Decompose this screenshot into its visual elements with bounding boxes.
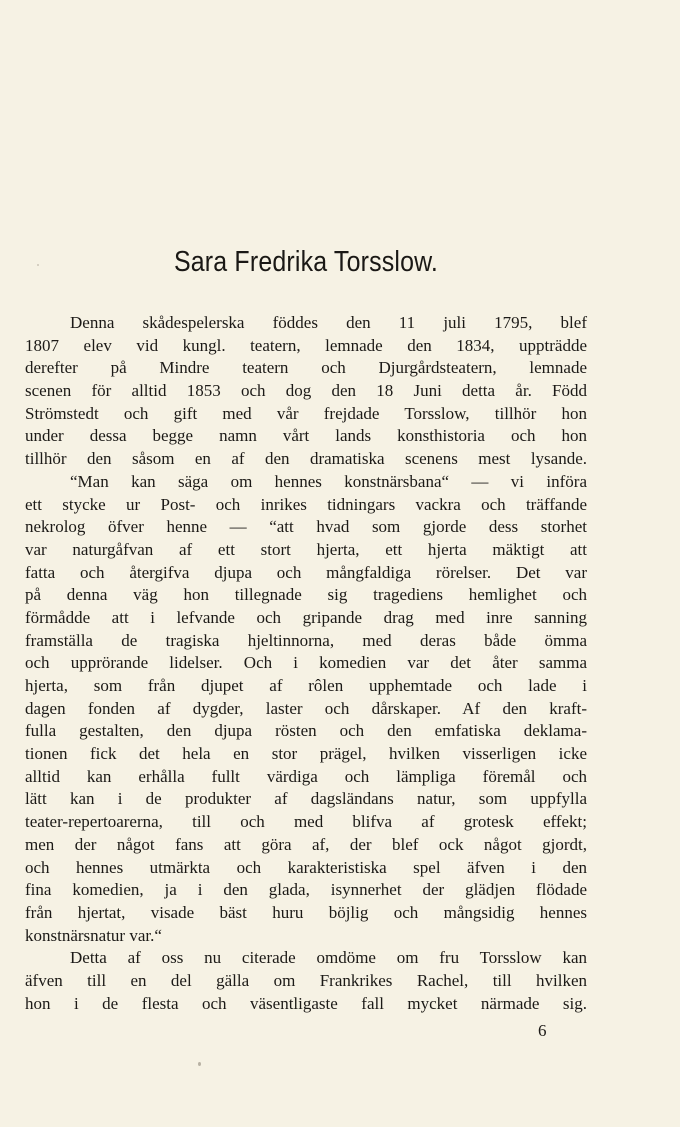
text-line: tillhör den såsom en af den dramatiska scenens mest lysande. <box>25 449 587 469</box>
text-line: fina komedien, ja i den glada, isynnerhet der glädjen flödade <box>25 880 587 900</box>
text-line: och hennes utmärkta och karakteristiska spel äfven i den <box>25 857 587 877</box>
text-line: var naturgåfvan af ett stort hjerta, ett hjerta mäktigt att <box>25 539 587 559</box>
body-text <box>25 312 587 1015</box>
text-line: ett stycke ur Post- och inrikes tidningars vackra och träffande <box>25 494 587 514</box>
text-line: och upprörande lidelser. Och i komedien var det åter samma <box>25 653 587 673</box>
text-line: alltid kan erhålla fullt värdiga och lämpliga föremål och <box>25 766 587 786</box>
text-line: 1807 elev vid kungl. teatern, lemnade den 1834, uppträdde <box>25 335 587 355</box>
text-line: Denna skådespelerska föddes den 11 juli 1795, blef <box>70 313 587 332</box>
text-line: fatta och återgifva djupa och mångfaldiga rörelser. Det var <box>25 562 587 582</box>
text-line: äfven till en del gälla om Frankrikes Rachel, till hvilken <box>25 970 587 990</box>
text-line: nekrolog öfver henne — “att hvad som gjorde dess storhet <box>25 517 587 537</box>
text-line: “Man kan säga om hennes konstnärsbana“ — vi införa <box>70 471 587 491</box>
text-line: teater-repertoarerna, till och med blifva af grotesk effekt; <box>25 812 587 832</box>
text-line: tionen fick det hela en stor prägel, hvilken visserligen icke <box>25 744 587 764</box>
text-line: hon i de flesta och väsentligaste fall mycket närmade sig. <box>25 993 587 1013</box>
text-line: framställa de tragiska hjeltinnorna, med deras både ömma <box>25 630 587 650</box>
text-line: förmådde att i lefvande och gripande drag med inre sanning <box>25 607 587 627</box>
text-line: men der något fans att göra af, der blef ock något gjordt, <box>25 834 587 854</box>
text-line: Strömstedt och gift med vår frejdade Torsslow, tillhör hon <box>25 403 587 423</box>
text-line: konstnärsnatur var.“ <box>25 925 162 945</box>
text-line: scenen för alltid 1853 och dog den 18 Juni detta år. Född <box>25 381 587 401</box>
text-line: under dessa begge namn vårt lands konsthistoria och hon <box>25 426 587 446</box>
page-number: 6 <box>538 1021 547 1040</box>
text-line: på denna väg hon tillegnade sig tragediens hemlighet och <box>25 585 587 605</box>
text-line: dagen fonden af dygder, laster och dårskaper. Af den kraft- <box>25 698 587 718</box>
text-line: fulla gestalten, den djupa rösten och den emfatiska deklama- <box>25 721 587 741</box>
text-line: derefter på Mindre teatern och Djurgårdsteatern, lemnade <box>25 358 587 378</box>
paper-speck <box>37 264 39 266</box>
text-line: lätt kan i de produkter af dagsländans natur, som uppfylla <box>25 789 587 809</box>
text-line: hjerta, som från djupet af rôlen upphemtade och lade i <box>25 676 587 695</box>
paper-speck <box>198 1062 201 1066</box>
text-line: Detta af oss nu citerade omdöme om fru Torsslow kan <box>70 948 587 968</box>
chapter-title: Sara Fredrika Torsslow. <box>173 246 439 278</box>
text-line: från hjertat, visade bäst huru böjlig och mångsidig hennes <box>25 902 587 922</box>
